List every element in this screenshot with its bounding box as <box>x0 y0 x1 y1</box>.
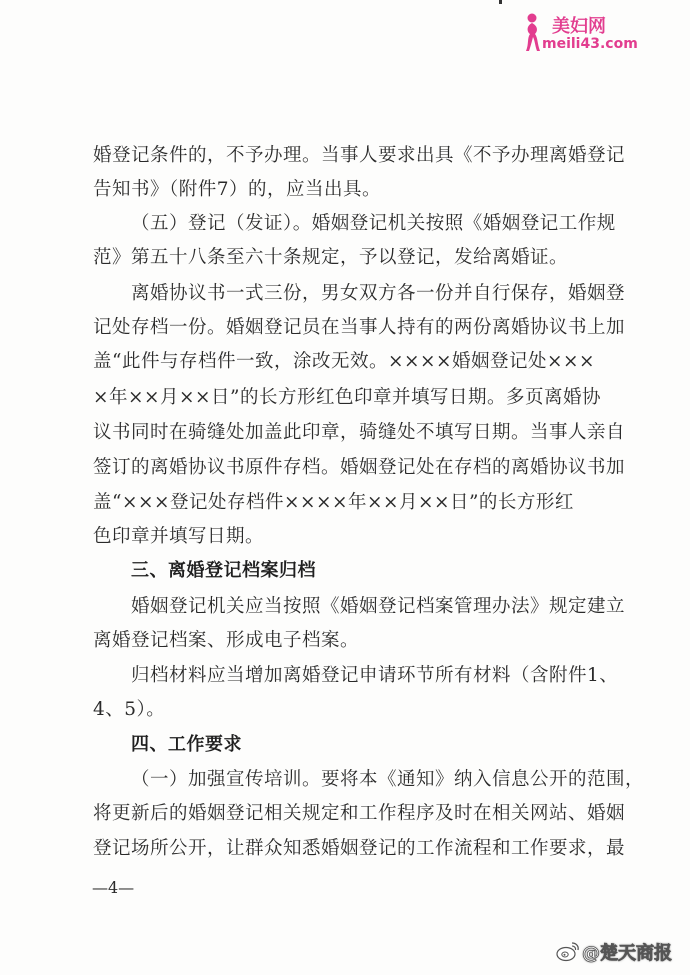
woman-silhouette-icon <box>520 12 542 52</box>
body-line: 盖“×××登记处存档件××××年××月××日”的长方形红 <box>93 492 574 513</box>
watermark-logo <box>520 10 660 58</box>
scan-mark <box>499 0 502 4</box>
body-line: （一）加强宣传培训。要将本《通知》纳入信息公开的范围， <box>131 769 645 790</box>
body-line: 色印章并填写日期。 <box>93 526 265 547</box>
body-line: 4、5）。 <box>93 699 166 720</box>
body-line: 记处存档一份。婚姻登记员在当事人持有的两份离婚协议书上加 <box>93 317 626 338</box>
watermark-site-name: 美妇网 <box>552 16 606 37</box>
page-number: —4— <box>92 878 135 897</box>
body-line: 议书同时在骑缝处加盖此印章，骑缝处不填写日期。当事人亲自 <box>93 422 626 443</box>
body-line: 盖“此件与存档件一致，涂改无效。××××婚姻登记处××× <box>93 351 595 372</box>
body-line: 归档材料应当增加离婚登记申请环节所有材料（含附件1、 <box>131 665 619 686</box>
body-line: 告知书》（附件7）的，应当出具。 <box>93 179 382 200</box>
watermark-site-url: meili43.com <box>542 36 638 52</box>
body-line: （五）登记（发证）。婚姻登记机关按照《婚姻登记工作规 <box>131 213 616 234</box>
weibo-icon <box>556 940 580 962</box>
weibo-handle: @楚天商报 <box>582 943 672 964</box>
section-heading: 四、工作要求 <box>131 734 242 755</box>
body-line: 婚登记条件的，不予办理。当事人要求出具《不予办理离婚登记 <box>93 145 626 166</box>
section-heading: 三、离婚登记档案归档 <box>131 560 316 581</box>
body-line: 登记场所公开，让群众知悉婚姻登记的工作流程和工作要求，最 <box>93 838 626 859</box>
body-line: ×年××月××日”的长方形红色印章并填写日期。多页离婚协 <box>93 387 601 408</box>
body-line: 签订的离婚协议书原件存档。婚姻登记处在存档的离婚协议书加 <box>93 457 626 478</box>
body-line: 婚姻登记机关应当按照《婚姻登记档案管理办法》规定建立 <box>131 596 626 617</box>
body-line: 将更新后的婚姻登记相关规定和工作程序及时在相关网站、婚姻 <box>93 803 626 824</box>
weibo-watermark <box>556 939 686 965</box>
body-line: 离婚协议书一式三份，男女双方各一份并自行保存，婚姻登 <box>131 283 626 304</box>
body-line: 范》第五十八条至六十条规定，予以登记，发给离婚证。 <box>93 247 569 268</box>
body-line: 离婚登记档案、形成电子档案。 <box>93 630 360 651</box>
